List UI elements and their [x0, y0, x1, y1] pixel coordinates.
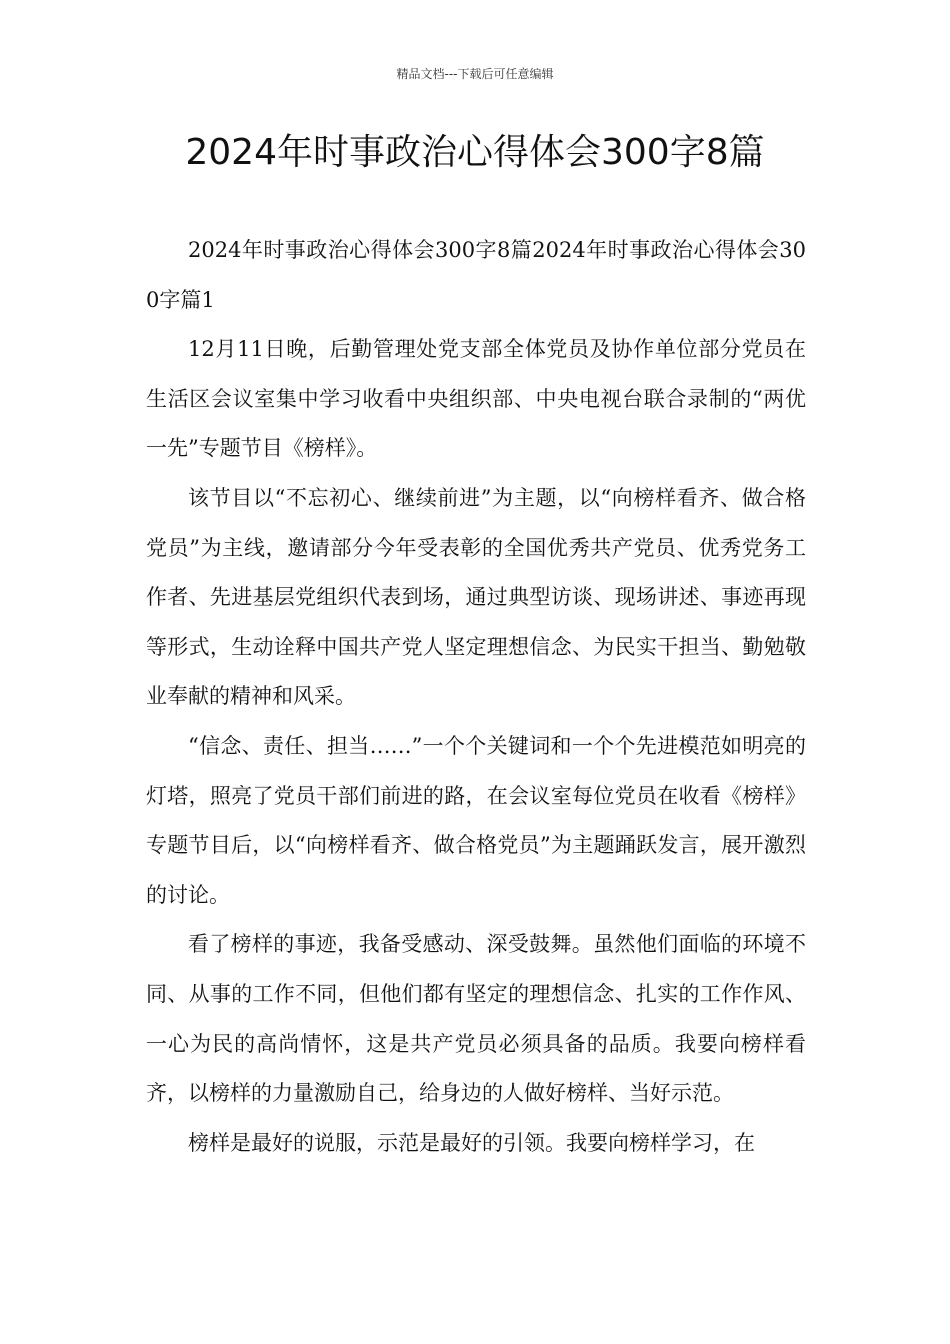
paragraph-2: 12月11日晚，后勤管理处党支部全体党员及协作单位部分党员在生活区会议室集中学习收看中央组织部、中央电视台联合录制的“两优一先”专题节目《榜样》。: [146, 337, 806, 461]
paragraph-6: 榜样是最好的说服，示范是最好的引领。我要向榜样学习，在: [188, 1130, 755, 1155]
document-title: 2024年时事政治心得体会300字8篇: [185, 132, 765, 173]
paragraph-1: 2024年时事政治心得体会300字8篇2024年时事政治心得体会300字篇1: [146, 238, 806, 312]
paragraph-5: 看了榜样的事迹，我备受感动、深受鼓舞。虽然他们面临的环境不同、从事的工作不同，但他们都有坚定的理想信念、扎实的工作作风、一心为民的高尚情怀，这是共产党员必须具备的品质。我要向榜样看齐，以榜样的力量激励自己，给身边的人做好榜样、当好示范。: [146, 932, 806, 1106]
paragraph-3: 该节目以“不忘初心、继续前进”为主题，以“向榜样看齐、做合格党员”为主线，邀请部分今年受表彰的全国优秀共产党员、优秀党务工作者、先进基层党组织代表到场，通过典型访谈、现场讲述、事迹再现等形式，生动诠释中国共产党人坚定理想信念、为民实干担当、勤勉敬业奉献的精神和风采。: [146, 485, 806, 709]
paragraph-4: “信念、责任、担当……”一个个关键词和一个个先进模范如明亮的灯塔，照亮了党员干部们前进的路，在会议室每位党员在收看《榜样》专题节目后，以“向榜样看齐、做合格党员”为主题踊跃发言，展开激烈的讨论。: [146, 733, 806, 907]
header-note: 精品文档---下载后可任意编辑: [396, 67, 554, 81]
document-body: [146, 226, 806, 1168]
